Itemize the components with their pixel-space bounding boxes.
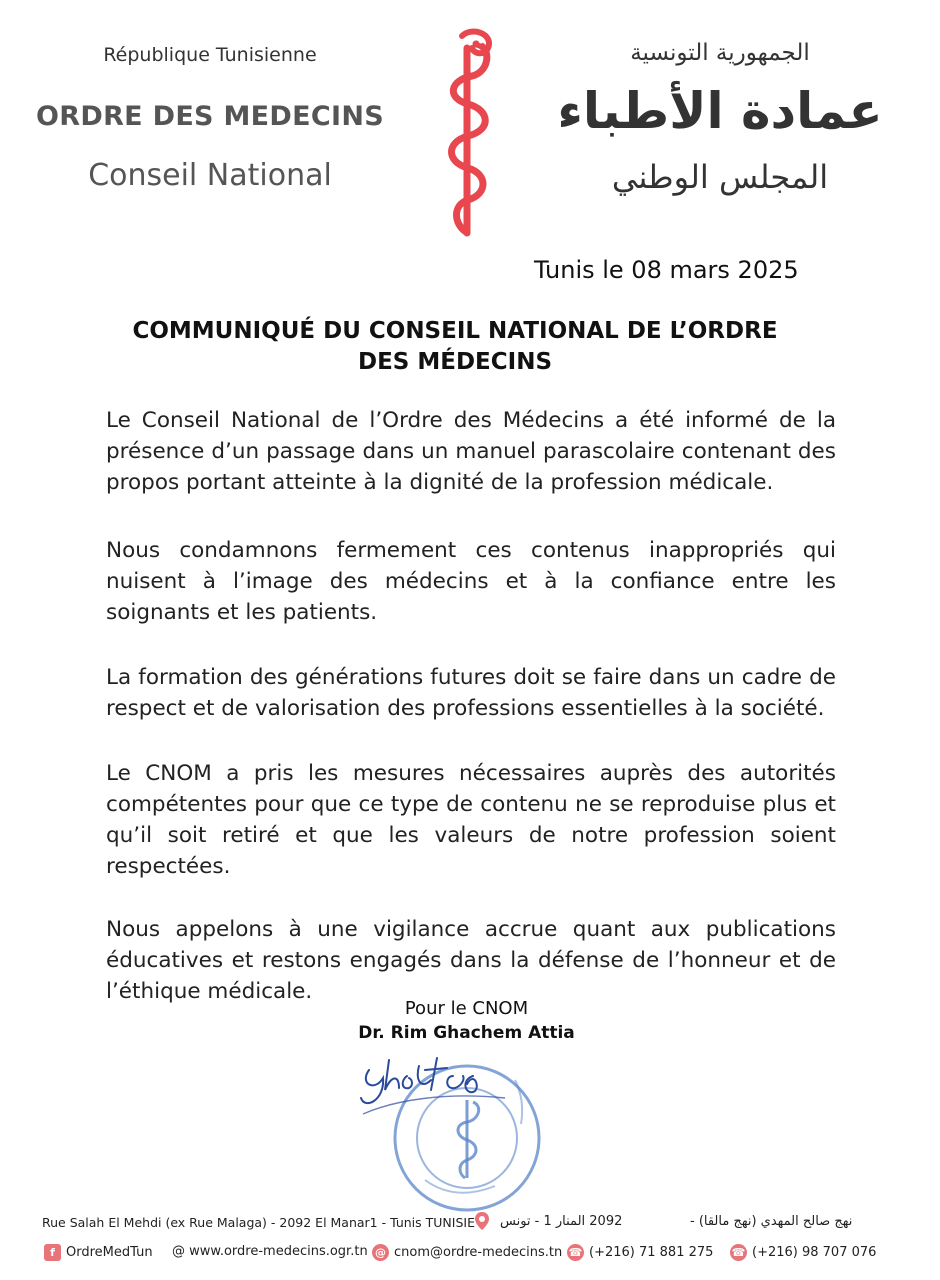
republic-label-ar: الجمهورية التونسية	[630, 40, 810, 66]
document-date: Tunis le 08 mars 2025	[534, 256, 799, 284]
signatory-name: Dr. Rim Ghachem Attia	[358, 1023, 575, 1043]
footer-phone[interactable]	[567, 1244, 713, 1261]
fax-icon: ☎	[731, 1246, 746, 1259]
title-line-1: COMMUNIQUÉ DU CONSEIL NATIONAL DE L’ORDRE	[132, 318, 778, 344]
republic-label-fr: République Tunisienne	[103, 44, 317, 66]
paragraph-1: Le Conseil National de l’Ordre des Médecins a été informé de la présence d’un passage dans un manuel parascolaire contenant des propos portant atteinte à la dignité de la profession médicale.	[106, 408, 836, 495]
order-label-ar: عمادة الأطباء	[557, 82, 883, 140]
paragraph-2: Nous condamnons fermement ces contenus inappropriés qui nuisent à l’image des médecins et à la confiance entre les soignants et les patients.	[106, 538, 836, 625]
footer-address-ar: نهج صالح المهدي (نهج مالقا) -	[690, 1214, 853, 1229]
communique-title	[100, 316, 810, 378]
email-icon: @	[372, 1244, 389, 1261]
location-pin-icon	[474, 1211, 490, 1231]
email-address[interactable]: cnom@ordre-medecins.tn	[394, 1245, 563, 1260]
footer-fax[interactable]	[730, 1244, 876, 1261]
phone-icon: ☎	[568, 1246, 583, 1259]
facebook-handle: OrdreMedTun	[66, 1245, 153, 1260]
signature-intro: Pour le CNOM	[404, 998, 529, 1019]
paragraph-4: Le CNOM a pris les mesures nécessaires auprès des autorités compétentes pour que ce type de contenu ne se reproduise plus et qu’il soit retiré et que les valeurs de notre profession soient respectées.	[106, 761, 836, 879]
title-line-2: DES MÉDECINS	[357, 349, 553, 375]
phone-number: (+216) 71 881 275	[589, 1245, 714, 1260]
footer-address-fr: Rue Salah El Mehdi (ex Rue Malaga) - 2092 El Manar1 - Tunis TUNISIE	[42, 1215, 475, 1230]
facebook-icon: f	[44, 1244, 61, 1261]
footer-website[interactable]	[172, 1244, 368, 1259]
fax-number: (+216) 98 707 076	[752, 1245, 877, 1260]
paragraph-5: Nous appelons à une vigilance accrue quant aux publications éducatives et restons engagés dans la défense de l’honneur et de l’éthique médicale.	[106, 917, 836, 1004]
website-link[interactable]: @ www.ordre-medecins.ogr.tn	[172, 1244, 368, 1259]
caduceus-emblem	[432, 28, 502, 243]
council-label-fr: Conseil National	[88, 158, 332, 193]
footer-address-ar-location: 2092 المنار 1 - تونس	[500, 1214, 623, 1229]
footer-facebook[interactable]	[44, 1244, 153, 1261]
council-label-ar: المجلس الوطني	[611, 158, 829, 196]
footer-email[interactable]	[372, 1244, 562, 1261]
order-label-fr: ORDRE DES MEDECINS	[36, 101, 384, 132]
paragraph-3: La formation des générations futures doit se faire dans un cadre de respect et de valorisation des professions essentielles à la société.	[106, 665, 836, 721]
official-stamp-and-signature	[355, 1040, 560, 1215]
